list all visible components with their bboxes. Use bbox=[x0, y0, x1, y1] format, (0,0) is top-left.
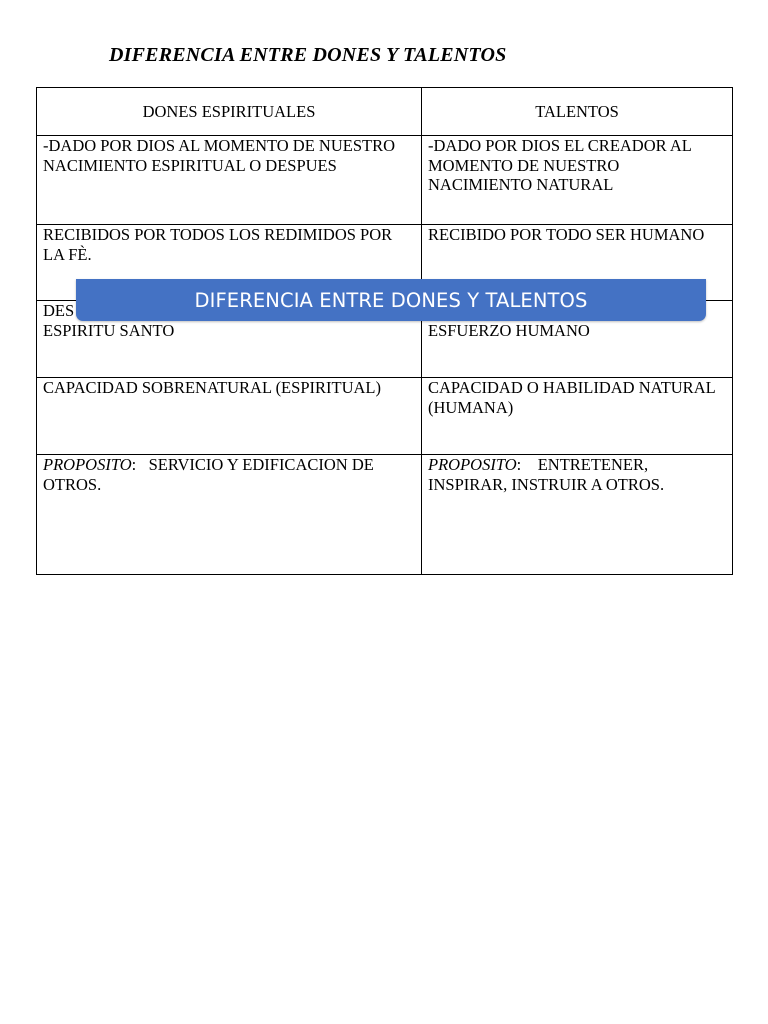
table-row bbox=[37, 455, 733, 575]
proposito-text: : SERVICIO Y EDIFICACION DE OTROS. bbox=[43, 455, 378, 494]
cell-talentos bbox=[422, 455, 733, 575]
table-row bbox=[37, 378, 733, 455]
proposito-text: : ENTRETENER, INSPIRAR, INSTRUIR A OTROS. bbox=[428, 455, 665, 494]
header-dones: DONES ESPIRITUALES bbox=[37, 88, 422, 136]
cell-text: -DADO POR DIOS EL CREADOR AL MOMENTO DE NUESTRO NACIMIENTO NATURAL bbox=[428, 136, 692, 194]
cell-text: -DADO POR DIOS AL MOMENTO DE NUESTRO NACIMIENTO ESPIRITUAL O DESPUES bbox=[43, 136, 396, 175]
cell-text-line2: ESPIRITU SANTO bbox=[43, 320, 175, 340]
banner-text: DIFERENCIA ENTRE DONES Y TALENTOS bbox=[194, 288, 588, 312]
cell-text-line2: ESFUERZO HUMANO bbox=[428, 320, 590, 340]
cell-dones bbox=[37, 136, 422, 225]
cell-text: CAPACIDAD SOBRENATURAL (ESPIRITUAL) bbox=[43, 378, 381, 397]
page-title: DIFERENCIA ENTRE DONES Y TALENTOS bbox=[109, 44, 507, 66]
cell-talentos bbox=[422, 136, 733, 225]
cell-text-line1: DES bbox=[43, 301, 75, 320]
cell-dones bbox=[37, 378, 422, 455]
table-header-row bbox=[37, 88, 733, 136]
cell-talentos bbox=[422, 378, 733, 455]
comparison-table bbox=[36, 87, 733, 575]
cell-text: RECIBIDOS POR TODOS LOS REDIMIDOS POR LA FÈ. bbox=[43, 225, 393, 264]
cell-dones bbox=[37, 455, 422, 575]
table-row bbox=[37, 136, 733, 225]
header-talentos: TALENTOS bbox=[422, 88, 733, 136]
cell-text: CAPACIDAD O HABILIDAD NATURAL (HUMANA) bbox=[428, 378, 716, 417]
proposito-label: PROPOSITO bbox=[428, 455, 517, 474]
title-banner bbox=[76, 279, 706, 321]
proposito-label: PROPOSITO bbox=[43, 455, 132, 474]
cell-text: RECIBIDO POR TODO SER HUMANO bbox=[428, 225, 705, 244]
